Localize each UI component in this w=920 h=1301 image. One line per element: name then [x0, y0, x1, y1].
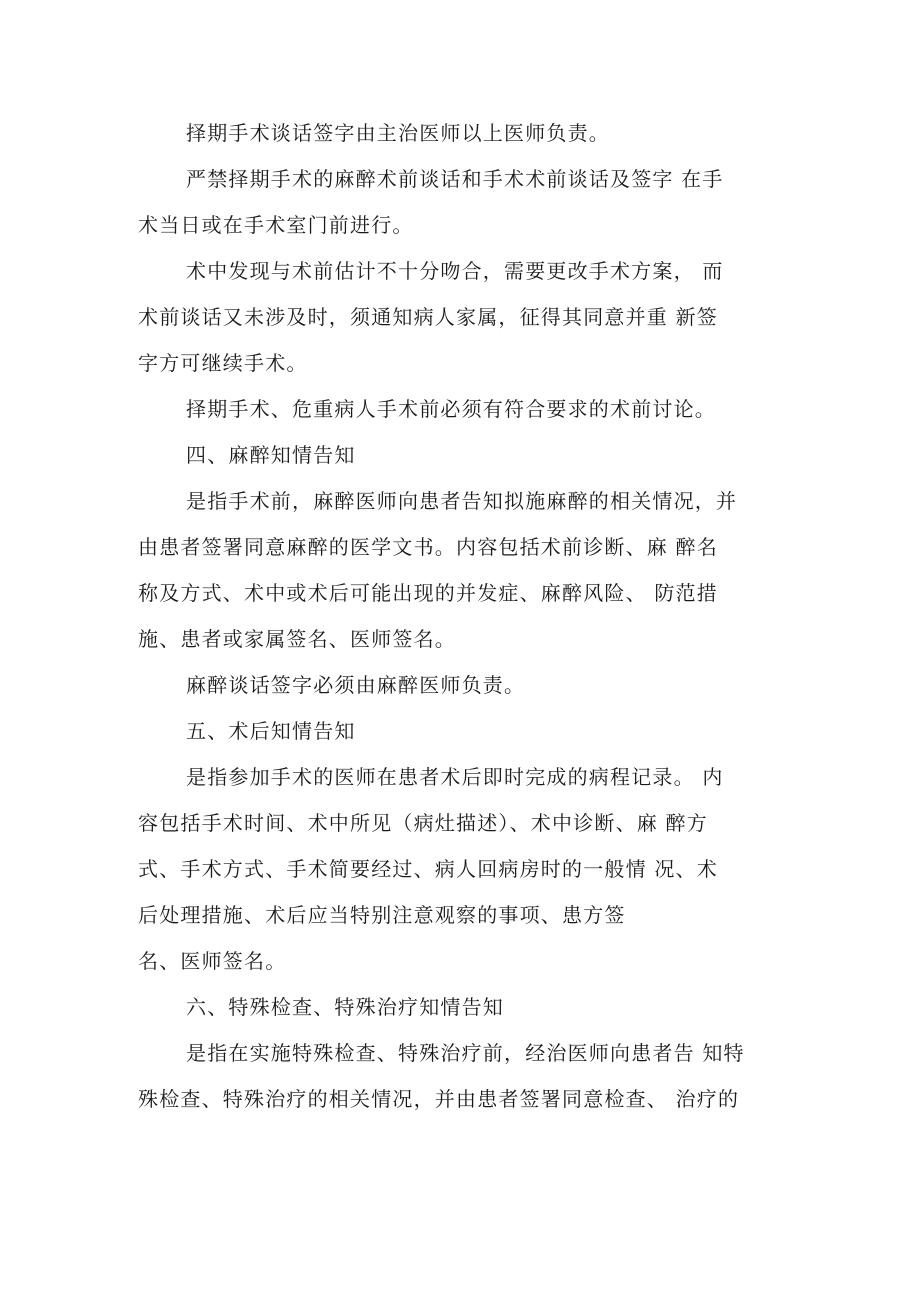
- text-line: 是指在实施特殊检查、特殊治疗前，经治医师向患者告 知特: [186, 1041, 745, 1065]
- text-line: 由患者签署同意麻醉的医学文书。内容包括术前诊断、麻 醉名: [138, 535, 718, 559]
- text-line: 称及方式、术中或术后可能出现的并发症、麻醉风险、 防范措: [138, 581, 718, 605]
- text-line: 麻醉谈话签字必须由麻醉医师负责。: [186, 673, 526, 697]
- text-line: 择期手术谈话签字由主治医师以上医师负责。: [186, 121, 610, 145]
- text-line: 是指参加手术的医师在患者术后即时完成的病程记录。 内: [186, 765, 724, 789]
- text-line: 术前谈话又未涉及时，须通知病人家属，征得其同意并重 新签: [138, 305, 718, 329]
- text-line: 是指手术前，麻醉医师向患者告知拟施麻醉的相关情况，并: [186, 489, 738, 513]
- text-line: 施、患者或家属签名、医师签名。: [138, 627, 456, 651]
- text-line: 后处理措施、术后应当特别注意观察的事项、患方签: [138, 903, 626, 927]
- text-line: 容包括手术时间、术中所见（病灶描述）、术中诊断、麻 醉方: [138, 811, 708, 835]
- text-line: 术当日或在手术室门前进行。: [138, 213, 414, 237]
- section-heading: 六、特殊检查、特殊治疗知情告知: [186, 995, 504, 1019]
- text-line: 严禁择期手术的麻醉术前谈话和手术术前谈话及签字 在手: [186, 167, 724, 191]
- text-line: 择期手术、危重病人手术前必须有符合要求的术前讨论。: [186, 397, 716, 421]
- text-line: 术中发现与术前估计不十分吻合，需要更改手术方案， 而: [186, 259, 724, 283]
- section-heading: 五、术后知情告知: [186, 719, 356, 743]
- text-line: 字方可继续手术。: [138, 351, 308, 375]
- text-line: 名、医师签名。: [138, 949, 287, 973]
- text-line: 式、手术方式、手术简要经过、病人回病房时的一般情 况、术: [138, 857, 718, 881]
- text-line: 殊检查、特殊治疗的相关情况，并由患者签署同意检查、 治疗的: [138, 1087, 740, 1111]
- document-body: [138, 110, 798, 1122]
- section-heading: 四、麻醉知情告知: [186, 443, 356, 467]
